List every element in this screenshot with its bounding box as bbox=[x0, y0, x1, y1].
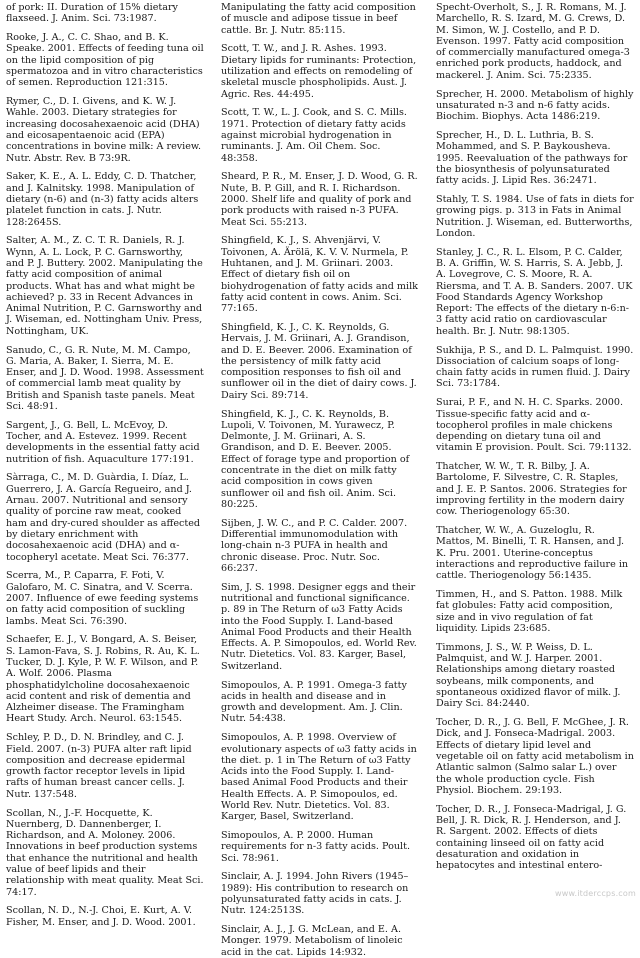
reference-entry: Shingfield, K. J., S. Ahvenjärvi, V. Toivonen, A. Ärölä, K. V. V. Nurmela, P. Huhtanen, and J. M. Griinari. 2003. Effect of dietary fish oil on biohydrogenation of fatty acids and milk fatty acid content in cows. Anim. Sci. 77:165. bbox=[221, 235, 418, 315]
reference-entry: Shingfield, K. J., C. K. Reynolds, B. Lupoli, V. Toivonen, M. Yurawecz, P. Delmonte, J. M. Griinari, A. S. Grandison, and D. E. Beever. 2005. Effect of forage type and proportion of concentrate in the diet on milk fatty acid composition in cows given sunflower oil and fish oil. Anim. Sci. 80:225. bbox=[221, 408, 410, 510]
reference-entry: Shingfield, K. J., C. K. Reynolds, G. Hervais, J. M. Griinari, A. J. Grandison, and D. E. Beever. 2006. Examination of the persistency of milk fatty acid composition responses to fish oil and sunflower oil in the diet of dairy cows. J. Dairy Sci. 89:714. bbox=[221, 321, 417, 401]
reference-page bbox=[6, 2, 634, 958]
reference-entry: Timmen, H., and S. Patton. 1988. Milk fat globules: Fatty acid composition, size and in vivo regulation of fat liquidity. Lipids 23:685. bbox=[436, 589, 623, 635]
reference-entry: Sukhija, P. S., and D. L. Palmquist. 1990. Dissociation of calcium soaps of long-chain fatty acids in rumen fluid. J. Dairy Sci. 73:1784. bbox=[436, 344, 634, 390]
reference-entry: Scollan, N., J.-F. Hocquette, K. Nuernberg, D. Dannenberger, I. Richardson, and A. Moloney. 2006. Innovations in beef production systems that enhance the nutritional and health value of beef lipids and their relationship with meat quality. Meat Sci. 74:17. bbox=[6, 807, 204, 898]
reference-column-left bbox=[6, 2, 204, 928]
reference-entry: Specht-Overholt, S., J. R. Romans, M. J. Marchello, R. S. Izard, M. G. Crews, D. M. Simon, W. J. Costello, and P. D. Evenson. 1997. Fatty acid composition of commercially manufactured omega-3 enriched pork products, haddock, and mackerel. J. Anim. Sci. 75:2335. bbox=[436, 2, 630, 81]
reference-entry: Salter, A. M., Z. C. T. R. Daniels, R. J. Wynn, A. L. Lock, P. C. Garnsworthy, and P. J. Buttery. 2002. Manipulating the fatty acid composition of animal products. What has and what might be achieved? p. 33 in Recent Advances in Animal Nutrition, P. C. Garnsworthy and J. Wiseman, ed. Nottingham Univ. Press, Nottingham, UK. bbox=[6, 235, 203, 337]
reference-entry: Schaefer, E. J., V. Bongard, A. S. Beiser, S. Lamon-Fava, S. J. Robins, R. Au, K. L. Tucker, D. J. Kyle, P. W. F. Wilson, and P. A. Wolf. 2006. Plasma phosphatidylcholine docosahexaenoic acid content and risk of dementia and Alzheimer disease. The Framingham Heart Study. Arch. Neurol. 63:1545. bbox=[6, 634, 200, 725]
reference-entry: Surai, P. F., and N. H. C. Sparks. 2000. Tissue-specific fatty acid and α-tocopherol profiles in male chickens depending on dietary tuna oil and vitamin E provision. Poult. Sci. 79:1132. bbox=[436, 397, 632, 454]
reference-entry: Sprecher, H., D. L. Luthria, B. S. Mohammed, and S. P. Baykousheva. 1995. Reevaluation of the pathways for the biosynthesis of polyunsaturated fatty acids. J. Lipid Res. 36:2471. bbox=[436, 129, 628, 187]
reference-entry: Schley, P. D., D. N. Brindley, and C. J. Field. 2007. (n-3) PUFA alter raft lipid composition and decrease epidermal growth factor receptor levels in lipid rafts of human breast cancer cells. J. Nutr. 137:548. bbox=[6, 732, 192, 800]
reference-entry: Stahly, T. S. 1984. Use of fats in diets for growing pigs. p. 313 in Fats in Animal Nutrition. J. Wiseman, ed. Butterworths, London. bbox=[436, 193, 634, 239]
reference-entry: Thatcher, W. W., A. Guzeloglu, R. Mattos, M. Binelli, T. R. Hansen, and J. K. Pru. 2001. Uterine-conceptus interactions and reproductive failure in cattle. Theriogenology 56:1435. bbox=[436, 525, 629, 582]
reference-entry: Sheard, P. R., M. Enser, J. D. Wood, G. R. Nute, B. P. Gill, and R. I. Richardson. 2000. Shelf life and quality of pork and pork products with raised n-3 PUFA. Meat Sci. 55:213. bbox=[221, 171, 418, 228]
reference-entry: Sim, J. S. 1998. Designer eggs and their nutritional and functional significance. p. 89 in The Return of ω3 Fatty Acids into the Food Supply. I. Land-based Animal Food Products and their Health Effects. A. P. Simopoulos, ed. World Rev. Nutr. Dietetics. Vol. 83. Karger, Basel, Switzerland. bbox=[221, 581, 417, 672]
reference-entry: Sargent, J., G. Bell, L. McEvoy, D. Tocher, and A. Estevez. 1999. Recent developments in the essential fatty acid nutrition of fish. Aquaculture 177:191. bbox=[6, 419, 200, 465]
reference-entry: Stanley, J. C., R. L. Elsom, P. C. Calder, B. A. Griffin, W. S. Harris, S. A. Jebb, J. A. Lovegrove, C. S. Moore, R. A. Riersma, and T. A. B. Sanders. 2007. UK Food Standards Agency Workshop Report: The effects of the dietary n-6:n-3 fatty acid ratio on cardiovascular health. Br. J. Nutr. 98:1305. bbox=[436, 246, 633, 337]
reference-entry: Sijben, J. W. C., and P. C. Calder. 2007. Differential immunomodulation with long-chain n-3 PUFA in health and chronic disease. Proc. Nutr. Soc. 66:237. bbox=[221, 517, 408, 574]
reference-entry: Scott, T. W., and J. R. Ashes. 1993. Dietary lipids for ruminants: Protection, utilization and effects on remodeling of skeletal muscle phospholipids. Aust. J. Agric. Res. 44:495. bbox=[221, 43, 417, 100]
reference-column-right bbox=[436, 2, 634, 898]
reference-entry: Manipulating the fatty acid composition of muscle and adipose tissue in beef cattle. Br. J. Nutr. 85:115. bbox=[221, 2, 416, 36]
reference-entry: Rymer, C., D. I. Givens, and K. W. J. Wahle. 2003. Dietary strategies for increasing docosahexaenoic acid (DHA) and eicosapentaenoic acid (EPA) concentrations in bovine milk: A review. Nutr. Abstr. Rev. B 73:9R. bbox=[6, 96, 202, 164]
reference-entry: Tocher, D. R., J. G. Bell, F. McGhee, J. R. Dick, and J. Fonseca-Madrigal. 2003. Effects of dietary lipid level and vegetable oil on fatty acid metabolism in Atlantic salmon (Salmo salar L.) over the whole production cycle. Fish Physiol. Biochem. 29:193. bbox=[436, 717, 634, 796]
watermark: www.itderccps.com bbox=[555, 889, 636, 898]
reference-entry: Scollan, N. D., N.-J. Choi, E. Kurt, A. V. Fisher, M. Enser, and J. D. Wood. 2001. bbox=[6, 905, 196, 928]
reference-entry: Scott, T. W., L. J. Cook, and S. C. Mills. 1971. Protection of dietary fatty acids against microbial hydrogenation in ruminants. J. Am. Oil Chem. Soc. 48:358. bbox=[221, 107, 407, 164]
reference-entry: Timmons, J. S., W. P. Weiss, D. L. Palmquist, and W. J. Harper. 2001. Relationships among dietary roasted soybeans, milk components, and spontaneous oxidized flavor of milk. J. Dairy Sci. 84:2440. bbox=[436, 641, 621, 710]
reference-entry: Scerra, M., P. Caparra, F. Foti, V. Galofaro, M. C. Sinatra, and V. Scerra. 2007. Influence of ewe feeding systems on fatty acid composition of suckling lambs. Meat Sci. 76:390. bbox=[6, 570, 199, 627]
reference-entry: Simopoulos, A. P. 1998. Overview of evolutionary aspects of ω3 fatty acids in the diet. p. 1 in The Return of ω3 Fatty Acids into the Food Supply. I. Land-based Animal Food Products and their Health Effects. A. P. Simopoulos, ed. World Rev. Nutr. Dietetics. Vol. 83. Karger, Basel, Switzerland. bbox=[221, 732, 417, 823]
reference-entry: Thatcher, W. W., T. R. Bilby, J. A. Bartolome, F. Silvestre, C. R. Staples, and J. E. P. Santos. 2006. Strategies for improving fertility in the modern dairy cow. Theriogenology 65:30. bbox=[436, 461, 627, 518]
reference-entry: Simopoulos, A. P. 1991. Omega-3 fatty acids in health and disease and in growth and development. Am. J. Clin. Nutr. 54:438. bbox=[221, 679, 407, 725]
reference-entry: Rooke, J. A., C. C. Shao, and B. K. Speake. 2001. Effects of feeding tuna oil on the lipid composition of pig spermatozoa and in vitro characteristics of semen. Reproduction 121:315. bbox=[6, 32, 204, 89]
reference-entry: Sinclair, A. J. 1994. John Rivers (1945–1989): His contribution to research on polyunsaturated fatty acids in cats. J. Nutr. 124:2513S. bbox=[221, 871, 409, 917]
reference-entry: Tocher, D. R., J. Fonseca-Madrigal, J. G. Bell, J. R. Dick, R. J. Henderson, and J. R. Sargent. 2002. Effects of diets containing linseed oil on fatty acid desaturation and oxidation in hepatocytes and intestinal entero- bbox=[436, 803, 627, 872]
reference-column-middle bbox=[221, 2, 419, 958]
reference-entry: Saker, K. E., A. L. Eddy, C. D. Thatcher, and J. Kalnitsky. 1998. Manipulation of dietary (n-6) and (n-3) fatty acids alters platelet function in cats. J. Nutr. 128:2645S. bbox=[6, 171, 199, 228]
reference-entry: Sprecher, H. 2000. Metabolism of highly unsaturated n-3 and n-6 fatty acids. Biochim. Biophys. Acta 1486:219. bbox=[436, 88, 634, 123]
reference-entry: Sinclair, A. J., J. G. McLean, and E. A. Monger. 1979. Metabolism of linoleic acid in the cat. Lipids 14:932. bbox=[221, 924, 403, 958]
reference-entry: of pork: II. Duration of 15% dietary flaxseed. J. Anim. Sci. 73:1987. bbox=[6, 2, 178, 25]
reference-entry: Simopoulos, A. P. 2000. Human requirements for n-3 fatty acids. Poult. Sci. 78:961. bbox=[221, 830, 411, 864]
reference-entry: Sanudo, C., G. R. Nute, M. M. Campo, G. Maria, A. Baker, I. Sierra, M. E. Enser, and J. D. Wood. 1998. Assessment of commercial lamb meat quality by British and Spanish taste panels. Meat Sci. 48:91. bbox=[6, 344, 204, 412]
reference-entry: Sàrraga, C., M. D. Guàrdia, I. Díaz, L. Guerrero, J. A. García Regueiro, and J. Arnau. 2007. Nutritional and sensory quality of porcine raw meat, cooked ham and dry-cured shoulder as affected by dietary enrichment with docosahexaenoic acid (DHA) and α-tocopheryl acetate. Meat Sci. 76:377. bbox=[6, 472, 201, 563]
